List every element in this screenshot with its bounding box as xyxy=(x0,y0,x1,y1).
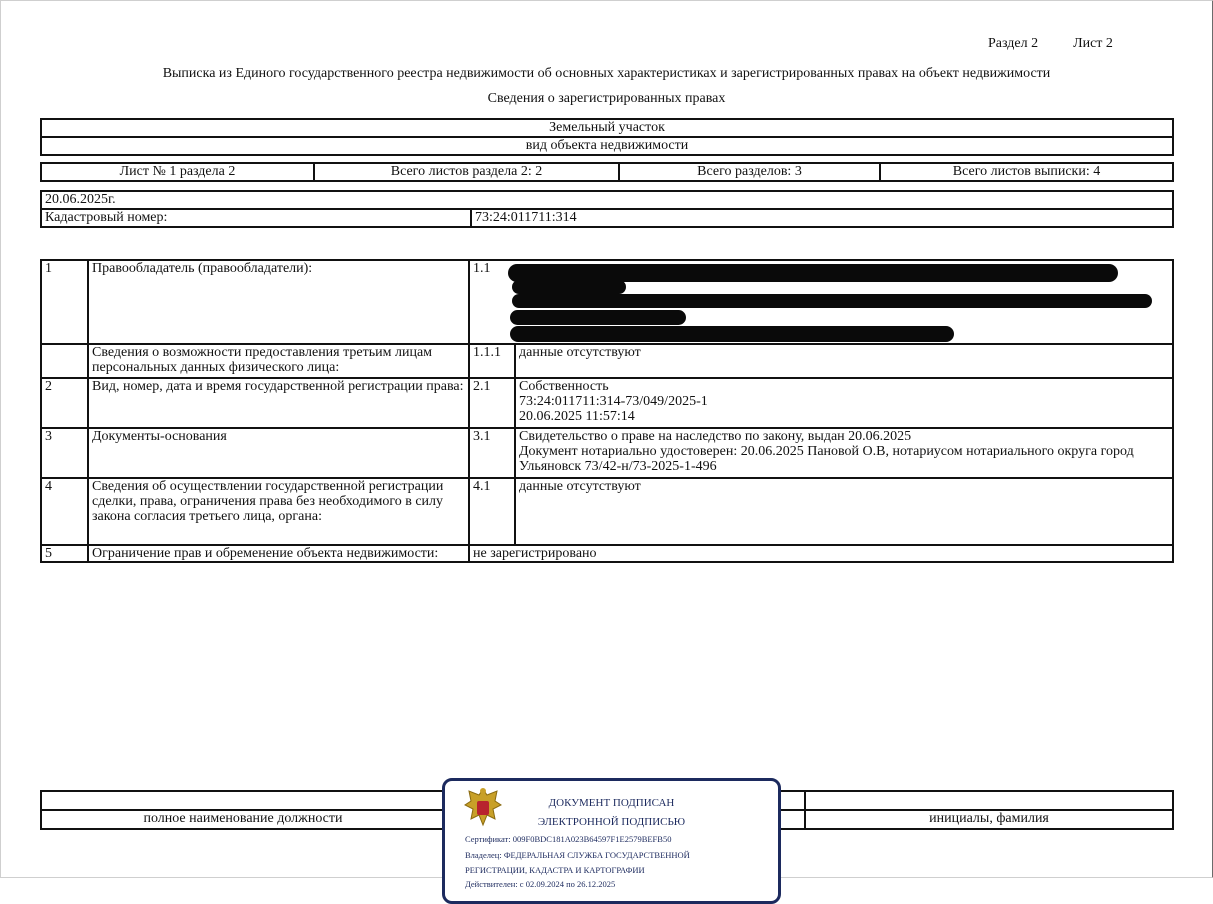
redaction-mark xyxy=(512,280,626,294)
signature-cell xyxy=(41,791,445,810)
signature-cell xyxy=(805,791,1173,810)
row-label: Документы-основания xyxy=(88,428,469,478)
sections-count: Всего разделов: 3 xyxy=(619,163,880,181)
stamp-certificate: Сертификат: 009F0BDC181A023B64597F1E2579BEFB50 xyxy=(465,834,672,844)
basis-document: Свидетельство о праве на наследство по закону, выдан 20.06.2025 xyxy=(519,429,912,444)
sheet-info-table xyxy=(40,162,1174,182)
row-subnumber: 3.1 xyxy=(469,428,515,478)
row-value xyxy=(515,378,1173,428)
sheets-in-section: Всего листов раздела 2: 2 xyxy=(314,163,619,181)
sheets-total: Всего листов выписки: 4 xyxy=(880,163,1173,181)
electronic-signature-stamp xyxy=(442,778,781,904)
stamp-validity: Действителен: с 02.09.2024 по 26.12.2025 xyxy=(465,879,616,889)
redaction-mark xyxy=(510,310,686,325)
row-number xyxy=(41,344,88,378)
row-number: 1 xyxy=(41,260,88,344)
row-subnumber: 1.1 xyxy=(473,261,491,276)
object-type-table xyxy=(40,118,1174,156)
row-label: Ограничение прав и обременение объекта недвижимости: xyxy=(88,545,469,562)
row-label: Сведения об осуществлении государственной регистрации сделки, права, ограничения права без необходимого в силу закона согласия третьего лица, органа: xyxy=(88,478,469,545)
stamp-owner-2: РЕГИСТРАЦИИ, КАДАСТРА И КАРТОГРАФИИ xyxy=(465,865,645,875)
document-subtitle: Сведения о зарегистрированных правах xyxy=(487,91,726,106)
stamp-line-2: ЭЛЕКТРОННОЙ ПОДПИСЬЮ xyxy=(537,816,686,828)
object-type-caption: вид объекта недвижимости xyxy=(41,137,1173,155)
right-type: Собственность xyxy=(519,379,609,394)
registration-datetime: 20.06.2025 11:57:14 xyxy=(519,409,635,424)
notary-info: Документ нотариально удостоверен: 20.06.2025 Пановой О.В, нотариусом нотариального округа город Ульяновск 73/42-н/73-2025-1-496 xyxy=(519,444,1134,474)
table-row xyxy=(41,378,1173,428)
extract-date: 20.06.2025г. xyxy=(41,191,1173,209)
cadastral-label: Кадастровый номер: xyxy=(41,209,471,227)
cadastral-table xyxy=(40,190,1174,228)
redaction-mark xyxy=(512,294,1152,308)
sheet-number: Лист № 1 раздела 2 xyxy=(41,163,314,181)
row-value: не зарегистрировано xyxy=(469,545,1173,562)
row-value: данные отсутствуют xyxy=(515,344,1173,378)
sheet-label: Лист 2 xyxy=(1073,36,1113,51)
row-value: данные отсутствуют xyxy=(515,478,1173,545)
row-number: 3 xyxy=(41,428,88,478)
stamp-owner: Владелец: ФЕДЕРАЛЬНАЯ СЛУЖБА ГОСУДАРСТВЕННОЙ xyxy=(465,850,690,860)
name-caption: инициалы, фамилия xyxy=(805,810,1173,829)
row-subnumber: 1.1.1 xyxy=(469,344,515,378)
row-number: 2 xyxy=(41,378,88,428)
table-row xyxy=(41,428,1173,478)
table-row xyxy=(41,545,1173,562)
table-row xyxy=(41,344,1173,378)
row-subnumber: 4.1 xyxy=(469,478,515,545)
row-number: 5 xyxy=(41,545,88,562)
row-label: Сведения о возможности предоставления третьим лицам персональных данных физического лица: xyxy=(88,344,469,378)
object-type: Земельный участок xyxy=(41,119,1173,137)
row-number: 4 xyxy=(41,478,88,545)
section-label: Раздел 2 xyxy=(988,36,1039,51)
cadastral-number: 73:24:011711:314 xyxy=(471,209,1173,227)
table-row xyxy=(41,478,1173,545)
redaction-mark xyxy=(510,326,954,342)
page-header xyxy=(988,36,1113,52)
row-label: Вид, номер, дата и время государственной регистрации права: xyxy=(88,378,469,428)
document-title: Выписка из Единого государственного реестра недвижимости об основных характеристиках и зарегистрированных правах на объект недвижимости xyxy=(162,66,1051,81)
registration-number: 73:24:011711:314-73/049/2025-1 xyxy=(519,394,708,409)
row-value xyxy=(515,428,1173,478)
position-caption: полное наименование должности xyxy=(41,810,445,829)
row-subnumber: 2.1 xyxy=(469,378,515,428)
stamp-line-1: ДОКУМЕНТ ПОДПИСАН xyxy=(548,797,675,809)
row-label: Правообладатель (правообладатели): xyxy=(88,260,469,344)
